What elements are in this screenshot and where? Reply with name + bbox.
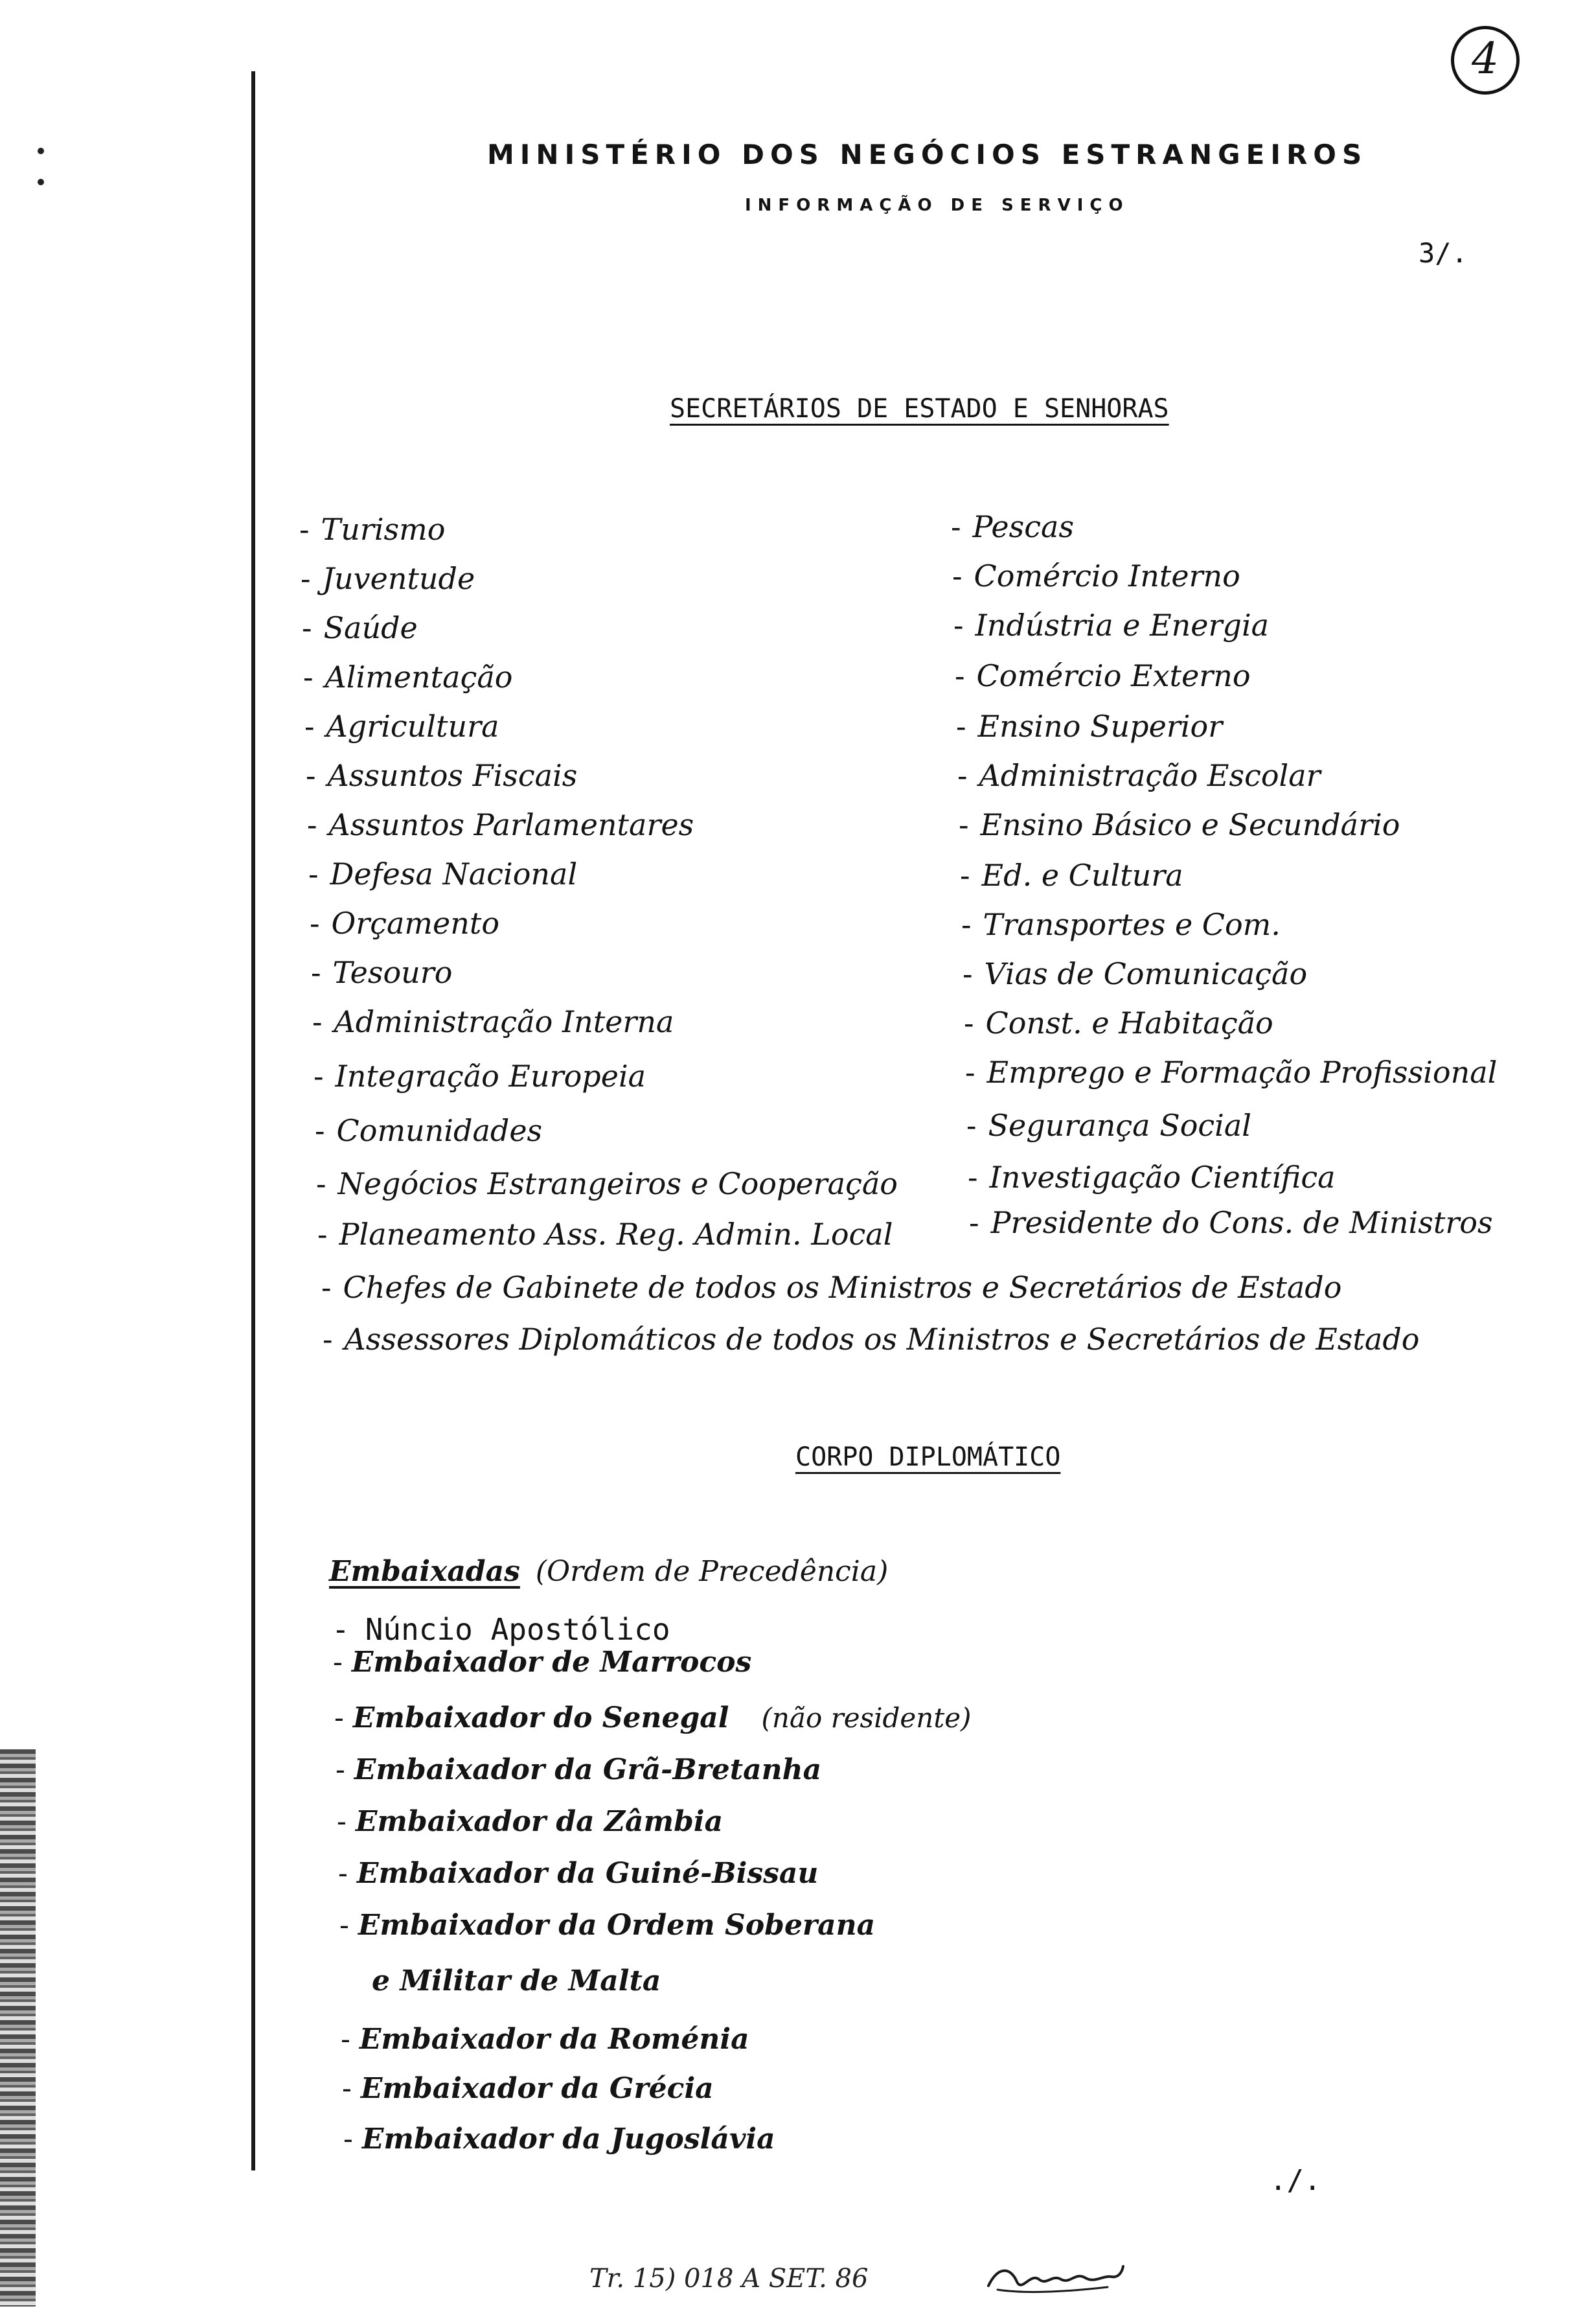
letterhead-subtitle: INFORMAÇÃO DE SERVIÇO [745, 196, 1130, 215]
list-item: - Saúde [302, 610, 418, 645]
chiefs-of-staff-line: - Chefes de Gabinete de todos os Ministros e Secretários de Estado [321, 1270, 1342, 1305]
list-item: - Ensino Básico e Secundário [959, 807, 1400, 842]
handwritten-note: Tr. 15) 018 A SET. 86 [589, 2264, 869, 2294]
scan-speck [38, 148, 44, 154]
list-item: - Comércio Externo [955, 658, 1251, 693]
list-item: - Embaixador do Senegal (não residente) [334, 1701, 972, 1734]
list-item: - Comércio Interno [952, 558, 1240, 593]
signature-scribble [985, 2260, 1127, 2305]
list-item: - Transportes e Com. [961, 907, 1281, 942]
list-item: - Administração Interna [312, 1004, 674, 1039]
page-reference: 3/. [1419, 237, 1468, 269]
continuation-mark: ./. [1270, 2164, 1321, 2197]
margin-rule [251, 71, 255, 2170]
diplomatic-advisers-line: - Assessores Diplomáticos de todos os Ministros e Secretários de Estado [323, 1322, 1420, 1357]
list-item: - Embaixador da Guiné-Bissau [338, 1857, 819, 1890]
list-item: - Embaixador da Grã-Bretanha [336, 1753, 822, 1786]
list-item: - Agricultura [304, 709, 499, 744]
list-item: - Assuntos Parlamentares [307, 807, 694, 842]
list-item: - Administração Escolar [957, 758, 1321, 793]
list-item: - Indústria e Energia [953, 608, 1270, 643]
list-item: - Comunidades [315, 1113, 543, 1148]
list-item-continuation: e Militar de Malta [372, 1964, 661, 1997]
precedence-note: (Ordem de Precedência) [535, 1555, 889, 1588]
list-item: - Planeamento Ass. Reg. Admin. Local [317, 1217, 893, 1252]
list-item: - Negócios Estrangeiros e Cooperação [316, 1166, 898, 1201]
list-item: - Pescas [951, 509, 1075, 544]
list-item: - Investigação Científica [968, 1160, 1336, 1195]
list-item: - Turismo [299, 512, 446, 547]
list-item: - Embaixador da Roménia [341, 2023, 749, 2056]
list-item: - Embaixador da Ordem Soberana [339, 1909, 876, 1942]
list-item: - Const. e Habitação [964, 1006, 1273, 1041]
list-item: - Presidente do Cons. de Ministros [969, 1205, 1493, 1240]
senegal-note: (não residente) [761, 1702, 972, 1734]
list-item: - Embaixador da Zâmbia [337, 1805, 724, 1838]
list-item: - Orçamento [310, 906, 500, 941]
list-item: - Assuntos Fiscais [306, 758, 578, 793]
list-item: - Embaixador da Grécia [342, 2072, 714, 2105]
list-item: - Emprego e Formação Profissional [965, 1055, 1498, 1090]
nuncio-line: - Núncio Apostólico [332, 1612, 670, 1647]
scan-edge-artifact [0, 1749, 36, 2307]
list-item: - Integração Europeia [314, 1059, 646, 1094]
page-number-circled: 4 [1451, 26, 1520, 95]
list-item: - Embaixador de Marrocos [333, 1646, 752, 1679]
list-item: - Ensino Superior [956, 709, 1223, 744]
list-item: - Embaixador da Jugoslávia [343, 2123, 775, 2156]
list-item: - Vias de Comunicação [963, 956, 1308, 991]
list-item: - Ed. e Cultura [960, 858, 1183, 893]
letterhead-ministry: MINISTÉRIO DOS NEGÓCIOS ESTRANGEIROS [487, 139, 1368, 170]
list-item: - Alimentação [303, 660, 513, 695]
list-item: - Tesouro [311, 955, 453, 990]
scan-speck [38, 179, 44, 185]
embassies-label: Embaixadas [329, 1555, 520, 1588]
list-item: - Juventude [301, 561, 475, 596]
embassies-subheading [329, 1555, 888, 1588]
list-item: - Segurança Social [966, 1108, 1252, 1143]
diplomatic-corps-heading: CORPO DIPLOMÁTICO [795, 1442, 1061, 1472]
list-item: - Defesa Nacional [308, 857, 578, 892]
secretaries-heading: SECRETÁRIOS DE ESTADO E SENHORAS [670, 394, 1169, 424]
